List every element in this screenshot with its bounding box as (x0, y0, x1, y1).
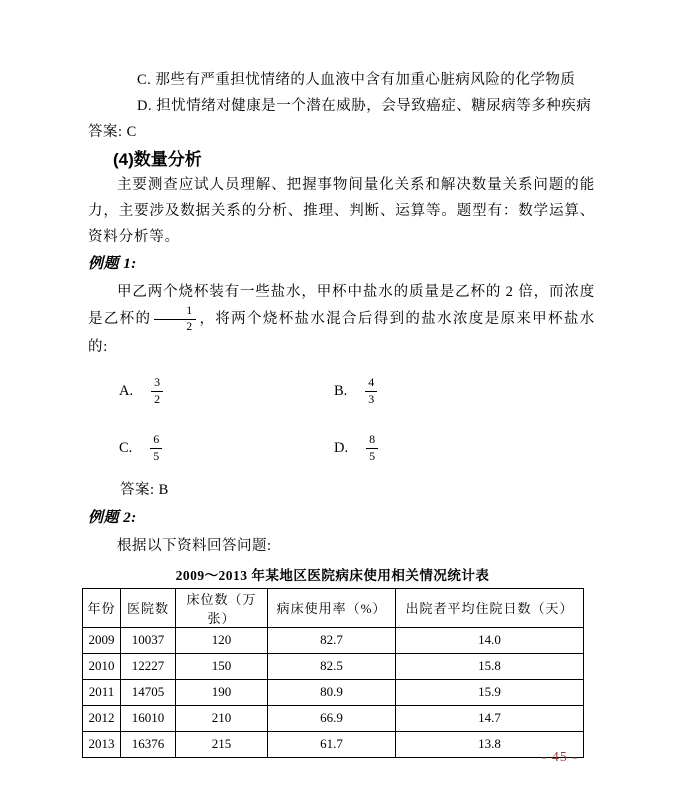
option-d-line: D. 担忧情绪对健康是一个潜在威胁，会导致癌症、糖尿病等多种疾病 (137, 98, 592, 114)
stats-table-block (82, 564, 583, 758)
table-cell: 82.7 (268, 627, 396, 653)
example1-question (88, 279, 595, 360)
header-bed-usage-rate: 病床使用率（%） (268, 588, 396, 627)
fraction-numerator: 3 (151, 376, 163, 392)
answer-line-previous: 答案: C (88, 124, 137, 140)
example2-label: 例题 2: (88, 509, 137, 526)
option-d-fraction (366, 433, 378, 464)
fraction-one-half (154, 305, 196, 334)
table-cell: 66.9 (268, 705, 396, 731)
option-b (334, 376, 595, 407)
fraction-numerator: 8 (366, 433, 378, 449)
table-cell: 120 (176, 627, 268, 653)
fraction-denominator: 2 (154, 392, 161, 407)
header-hospital-count: 医院数 (121, 588, 176, 627)
table-cell: 16376 (121, 731, 176, 757)
fraction-denominator: 2 (186, 321, 193, 334)
table-row (83, 653, 584, 679)
table-cell: 82.5 (268, 653, 396, 679)
table-cell: 12227 (121, 653, 176, 679)
option-d (334, 433, 595, 464)
table-cell: 14705 (121, 679, 176, 705)
table-cell: 15.9 (396, 679, 584, 705)
header-bed-count: 床位数（万张） (176, 588, 268, 627)
table-cell: 14.7 (396, 705, 584, 731)
table-cell: 15.8 (396, 653, 584, 679)
question-text-part1: 甲乙两个烧杯装有一些盐水，甲杯中盐水的质量是乙杯的 2 倍，而浓度是乙杯的 (88, 284, 595, 328)
answer-line-example1: 答案: B (120, 481, 169, 498)
option-c-line: C. 那些有严重担忧情绪的人血液中含有加重心脏病风险的化学物质 (137, 72, 576, 88)
table-row (83, 627, 584, 653)
hospital-bed-stats-table (82, 588, 584, 758)
section-intro-paragraph: 主要测查应试人员理解、把握事物间量化关系和解决数量关系问题的能力，主要涉及数据关系的分析、推理、判断、运算等。题型有：数学运算、资料分析等。 (88, 177, 595, 245)
option-b-label: B. (334, 383, 348, 400)
fraction-numerator: 4 (365, 376, 377, 392)
option-a (119, 376, 334, 407)
table-title: 2009～2013 年某地区医院病床使用相关情况统计表 (175, 567, 490, 583)
options-grid (119, 376, 595, 463)
fraction-numerator: 1 (154, 305, 196, 320)
table-cell: 2009 (83, 627, 121, 653)
option-a-label: A. (119, 383, 134, 400)
table-cell: 2013 (83, 731, 121, 757)
table-row (83, 679, 584, 705)
table-cell: 80.9 (268, 679, 396, 705)
option-c (119, 433, 334, 464)
table-cell: 150 (176, 653, 268, 679)
table-cell: 61.7 (268, 731, 396, 757)
header-year: 年份 (83, 588, 121, 627)
option-c-fraction (150, 433, 162, 464)
table-row (83, 731, 584, 757)
table-cell: 2012 (83, 705, 121, 731)
option-b-fraction (365, 376, 377, 407)
fraction-denominator: 5 (369, 448, 376, 463)
table-cell: 14.0 (396, 627, 584, 653)
question-text-part2: ，将两个烧杯盐水混合后得到的盐水浓度是原来甲杯盐水的: (88, 311, 595, 356)
table-cell: 16010 (121, 705, 176, 731)
header-avg-stay-days: 出院者平均住院日数（天） (396, 588, 584, 627)
fraction-denominator: 3 (368, 392, 375, 407)
fraction-denominator: 5 (153, 448, 160, 463)
page-number: - 45 - (541, 750, 578, 765)
table-cell: 10037 (121, 627, 176, 653)
example1-label: 例题 1: (88, 256, 137, 272)
table-header-row (83, 588, 584, 627)
option-d-label: D. (334, 439, 349, 456)
table-cell: 2010 (83, 653, 121, 679)
table-row (83, 705, 584, 731)
page-content (88, 67, 595, 758)
option-a-fraction (151, 376, 163, 407)
table-cell: 210 (176, 705, 268, 731)
fraction-numerator: 6 (150, 433, 162, 449)
table-cell: 215 (176, 731, 268, 757)
option-c-label: C. (119, 439, 133, 456)
example2-instruction: 根据以下资料回答问题: (117, 537, 272, 554)
table-cell: 2011 (83, 679, 121, 705)
table-cell: 13.8 (396, 731, 584, 757)
section-heading: (4)数量分析 (113, 150, 202, 169)
table-cell: 190 (176, 679, 268, 705)
